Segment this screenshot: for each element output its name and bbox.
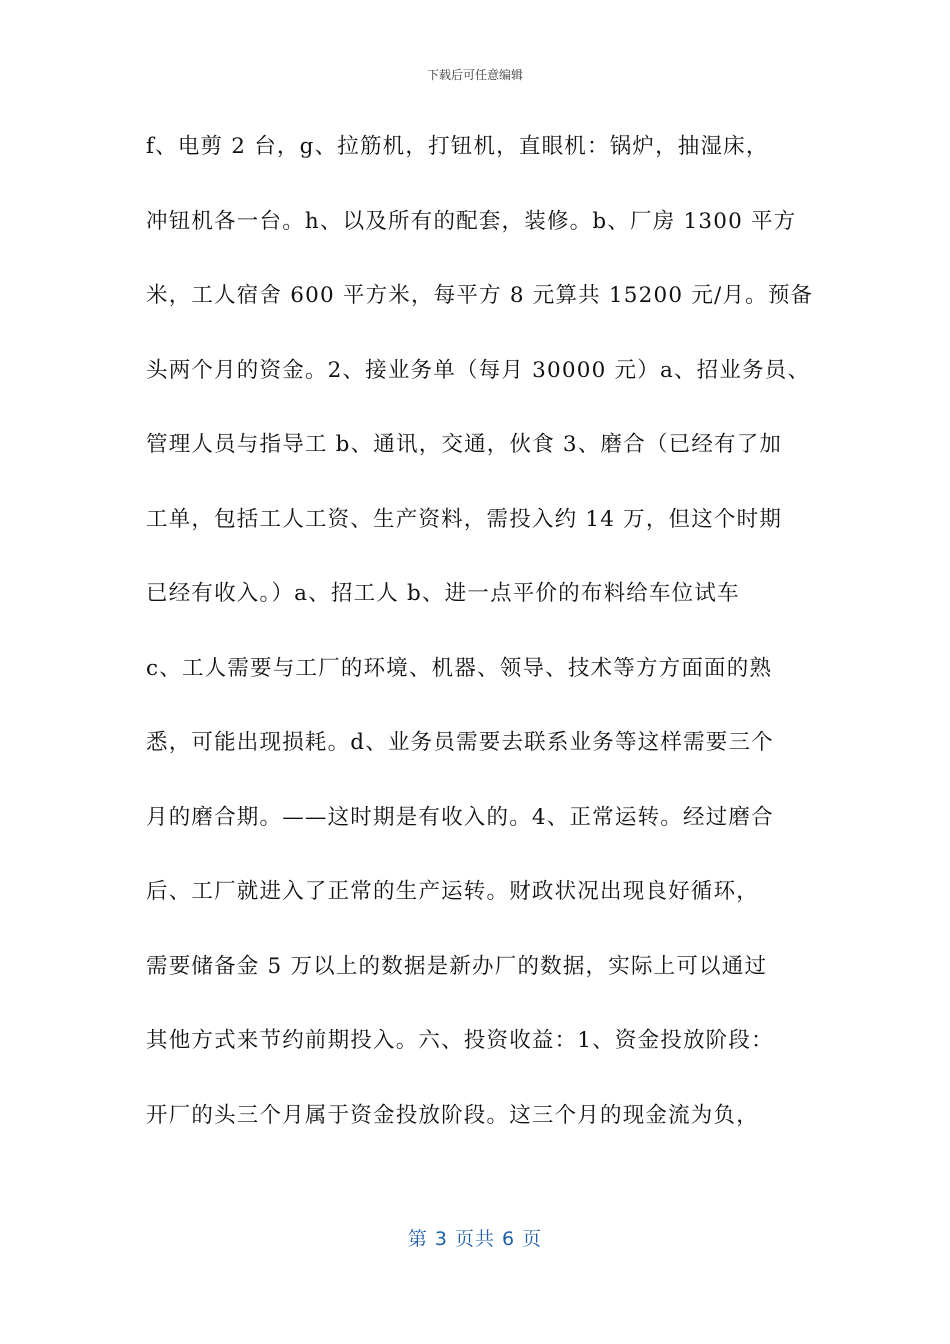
- body-line: 需要储备金 5 万以上的数据是新办厂的数据，实际上可以通过: [146, 953, 768, 979]
- body-line: 后、工厂就进入了正常的生产运转。财政状况出现良好循环，: [146, 879, 759, 904]
- body-line: 头两个月的资金。2、接业务单（每月 30000 元）a、招业务员、: [146, 357, 811, 383]
- body-line: 月的磨合期。——这时期是有收入的。4、正常运转。经过磨合: [146, 804, 774, 830]
- body-line: f、电剪 2 台，g、拉筋机，打钮机，直眼机：锅炉，抽湿床，: [146, 134, 769, 159]
- body-line: 管理人员与指导工 b、通讯，交通，伙食 3、磨合（已经有了加: [146, 432, 783, 457]
- body-line: 工单，包括工人工资、生产资料，需投入约 14 万，但这个时期: [146, 506, 783, 532]
- body-line: 米，工人宿舍 600 平方米，每平方 8 元算共 15200 元/月。预备: [146, 283, 814, 308]
- page-header-note: 下载后可任意编辑: [426, 68, 523, 82]
- body-line: 悉，可能出现损耗。d、业务员需要去联系业务等这样需要三个: [146, 730, 774, 755]
- body-line: 冲钮机各一台。h、以及所有的配套，装修。b、厂房 1300 平方: [146, 208, 797, 234]
- body-line: 开厂的头三个月属于资金投放阶段。这三个月的现金流为负，: [146, 1102, 759, 1128]
- body-line: c、工人需要与工厂的环境、机器、领导、技术等方方面面的熟: [146, 655, 773, 681]
- body-line: 已经有收入。）a、招工人 b、进一点平价的布料给车位试车: [146, 581, 740, 606]
- body-line: 其他方式来节约前期投入。六、投资收益：1、资金投放阶段：: [146, 1028, 774, 1053]
- document-body: [146, 124, 814, 1167]
- page-number-footer: 第 3 页共 6 页: [407, 1228, 543, 1250]
